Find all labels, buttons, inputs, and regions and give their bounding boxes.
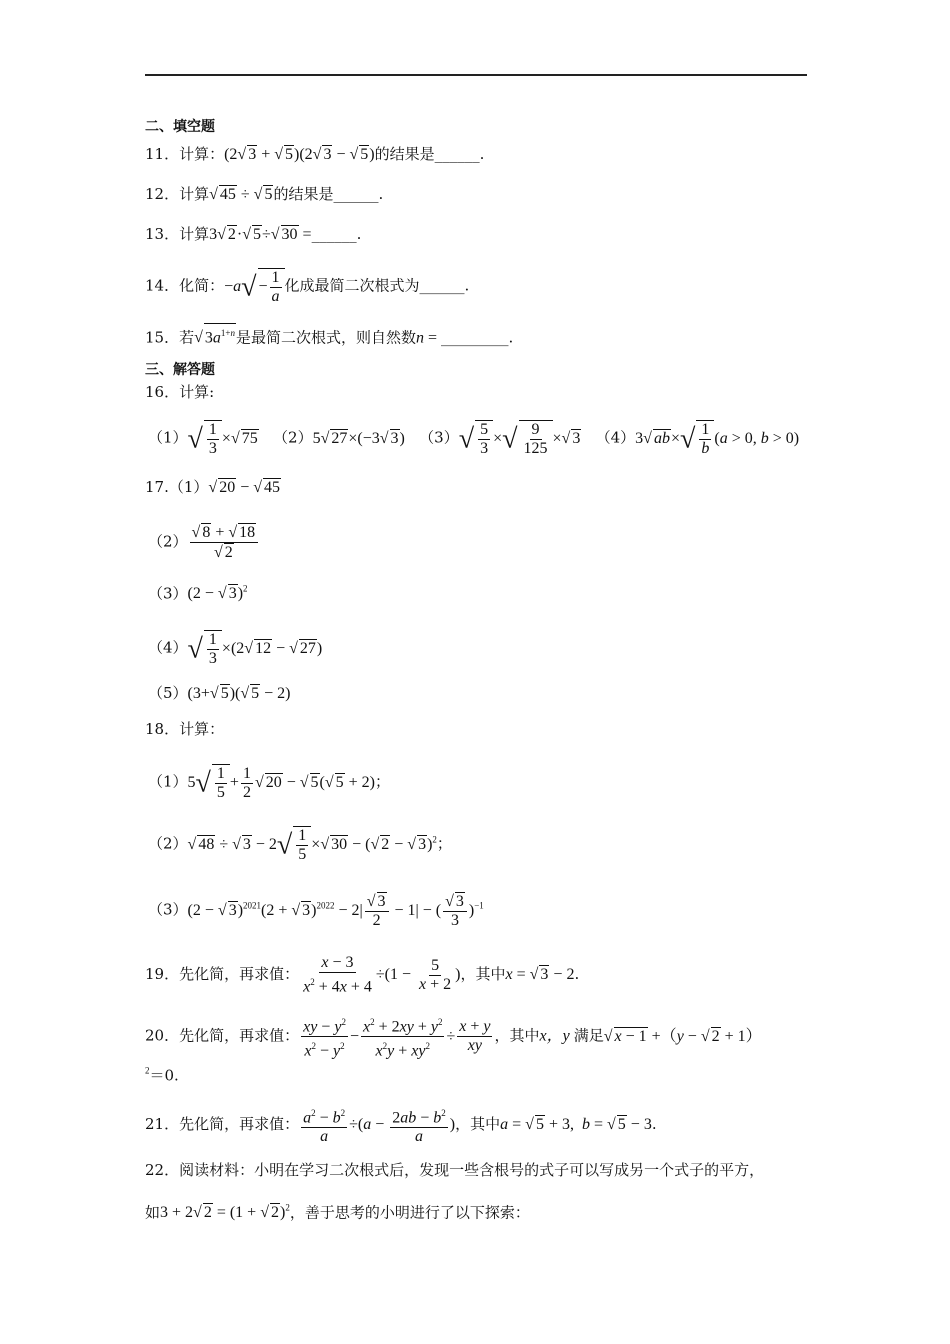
q16-part1-expression: √ $\frac{1}{3}$ ×√ 75 (187, 421, 258, 457)
q16-part4-expression: 3√ ab×√ $\frac{1}{b}$ (a > 0, b > 0) (635, 421, 800, 457)
q19-condition: x = √ 3 − 2 (505, 965, 575, 983)
q20-exponent: 2 (145, 1066, 150, 1076)
question-12 (145, 183, 383, 206)
question-13-label: 13．计算 (145, 225, 210, 243)
question-13 (145, 223, 361, 246)
question-18-part2 (148, 826, 452, 864)
question-17-part4 (148, 630, 322, 668)
question-14-label: 14．化简： (145, 276, 225, 295)
part-label: （3） (419, 428, 459, 447)
question-15-expression: √ $3a^{1+n}$ (194, 329, 236, 346)
question-21 (145, 1104, 657, 1146)
question-22-line2 (145, 1197, 530, 1224)
question-20 (145, 1013, 762, 1061)
question-21-label: 21．先化简，再求值： (145, 1114, 300, 1133)
q18-part2-expression: √ 48 ÷ √ 3 − 2√ $\frac{1}{5}$ ×√ 30 − (√ 2 − √ 3)$^2$ (187, 827, 437, 863)
question-14-tail: 化成最简二次根式为______. (284, 276, 470, 295)
question-20-mid2: 满足 (573, 1026, 604, 1045)
question-14 (145, 268, 469, 306)
question-16-label: 16．计算: (145, 383, 215, 401)
q18-part1-expression: 5√ $\frac{1}{5}$ + $\frac{1}{2}$ √ 20 − √ 5(√ 5 + 2) (187, 764, 376, 801)
part-label: （2） (148, 532, 188, 551)
part-label: （3） (148, 900, 188, 919)
question-12-tail: 的结果是______. (273, 185, 384, 203)
separator: ； (436, 834, 452, 853)
question-20-mid: ，其中 (494, 1026, 540, 1045)
question-11-expression: (2√ 3 + √ 5)(2√ 3 − √ 5) (224, 146, 375, 163)
question-18-part1 (148, 764, 390, 802)
question-11-tail: 的结果是______. (374, 145, 485, 163)
part-label: （2） (148, 834, 188, 853)
question-13-tail: ______. (311, 225, 362, 243)
question-18-label: 18．计算： (145, 720, 225, 738)
question-21-tail: . (651, 1114, 657, 1133)
q17-part1-expression: √ 20 − √ 45 (208, 479, 280, 496)
q17-part5-expression: (3+√ 5)(√ 5 − 2) (187, 685, 291, 702)
question-13-expression: 3√ 2·√ 5÷√ 30 = (209, 226, 312, 243)
section-heading-answer: 三、解答题 (145, 362, 215, 378)
part-label: （4） (595, 428, 636, 447)
q17-part4-expression: √ $\frac{1}{3}$ ×(2√ 12 − √ 27) (187, 631, 323, 667)
question-20-tail: ＝0. (149, 1066, 179, 1085)
q22-expression: 3 + 2√ 2 = (1 + √ 2)$^2$ (160, 1203, 290, 1222)
part-label: （2） (273, 428, 313, 447)
part-label: （1） (148, 772, 188, 791)
q21-condition: a = √ 5 + 3, b = √ 5 − 3 (500, 1115, 652, 1133)
section-heading-fill-in: 二、填空题 (145, 119, 215, 135)
part-label: （1） (148, 428, 188, 447)
question-12-label: 12．计算 (145, 185, 210, 203)
q18-part3-expression: (2 − √ 3)$^{2021}$(2 + √ 3)$^{2022}$ − 2| $\frac{√ 3}{2}$ − 1| − ( $\frac{√ 3}{3}$ )$^{-1}$ (187, 893, 484, 929)
question-16-parts (148, 420, 799, 458)
part-label: （3） (148, 584, 188, 603)
q17-part3-expression: (2 − √ 3)$^2$ (187, 584, 248, 603)
q17-part2-expression: $\frac{√ 8 + √ 18}{√ 2}$ (190, 523, 259, 562)
question-17-part2 (148, 523, 260, 562)
part-label: （5） (148, 684, 188, 702)
question-11-label: 11．计算： (145, 145, 225, 163)
q19-expression: $\frac{x - 3}{x^2 + 4x + 4}$ ÷(1 − $\frac{5}{x + 2}$ ) (303, 954, 461, 996)
question-15: 15．若√ $3a^{1+n}$是最简二次根式，则自然数n = _________. (145, 323, 513, 349)
question-14-expression: −a√ − $\frac{1}{a}$ (224, 278, 284, 295)
question-20-label: 20．先化简，再求值： (145, 1026, 300, 1045)
question-15-tail: _________. (441, 328, 514, 347)
q20-variables: x，y (539, 1027, 574, 1045)
q16-part3-expression: √ $\frac{5}{3}$ ×√ $\frac{9}{125}$ ×√ 3 (458, 421, 581, 457)
question-15-variable: n (415, 329, 424, 347)
question-18-part3 (148, 892, 484, 930)
question-17-part5 (148, 682, 290, 705)
question-22-pre: 如 (145, 1203, 161, 1222)
question-22-tail: ，善于思考的小明进行了以下探索： (289, 1203, 530, 1222)
part-label: （4） (148, 638, 188, 657)
q20-condition: √ x − 1 +（y − √ 2 + 1） (603, 1027, 762, 1045)
question-11 (145, 143, 484, 166)
q16-part2-expression: 5√ 27×(−3√ 3) (312, 429, 405, 447)
question-12-expression: √ 45 ÷ √ 5 (209, 186, 273, 203)
header-rule (145, 74, 807, 76)
question-19-label: 19．先化简，再求值： (145, 964, 300, 983)
question-15-mid: 是最简二次根式，则自然数 (235, 328, 416, 347)
question-21-mid: ，其中 (455, 1114, 501, 1133)
question-19-mid: ，其中 (460, 964, 506, 983)
q20-expression: $\frac{xy - y^2}{x^2 - y^2}$ − $\frac{x^2 + 2xy + y^2}{x^2y + xy^2}$ ÷ $\frac{x + y}{xy}$ (299, 1028, 494, 1045)
question-20-line2 (145, 1060, 179, 1087)
question-17-part1 (145, 476, 281, 499)
separator: ； (375, 772, 391, 791)
question-17-label: 17.（1） (145, 478, 209, 496)
question-19-tail: . (574, 964, 580, 983)
question-22-line1: 22．阅读材料：小明在学习二次根式后，发现一些含根号的式子可以写成另一个式子的平方， (145, 1161, 765, 1179)
question-19 (145, 954, 579, 996)
question-15-label: 15．若 (145, 328, 195, 347)
question-17-part3 (148, 578, 248, 605)
q21-expression: $\frac{a^2 - b^2}{a}$ ÷(a − $\frac{2ab - b^2}{a}$ ) (299, 1116, 455, 1133)
